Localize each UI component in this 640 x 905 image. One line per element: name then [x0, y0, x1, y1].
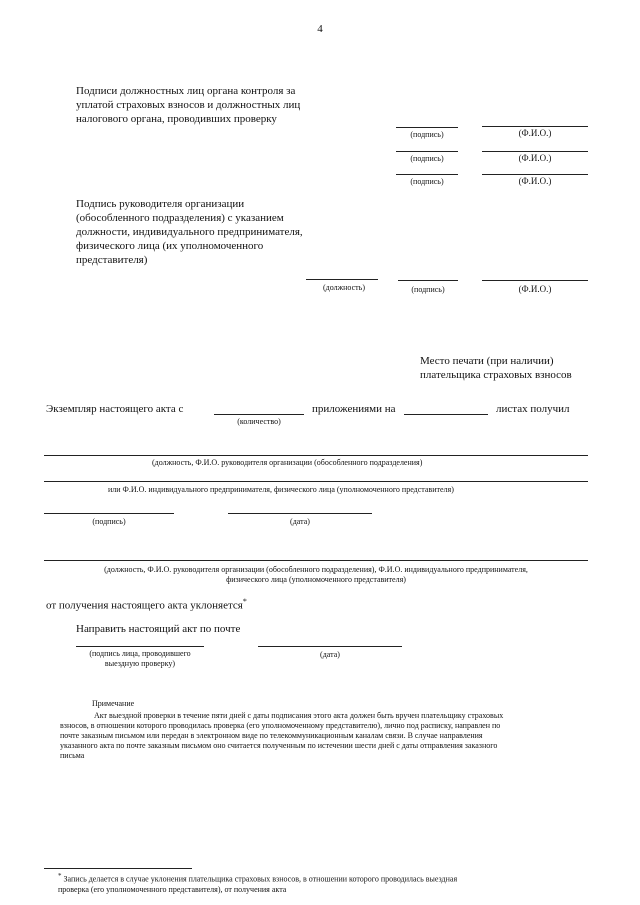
signature-line[interactable]	[396, 151, 458, 152]
mail-text: Направить настоящий акт по почте	[76, 623, 241, 635]
recipient-line[interactable]	[44, 455, 588, 456]
stamp-place-label	[420, 354, 572, 382]
stamp-line: плательщика страховых взносов	[420, 369, 572, 381]
recipient-line-2[interactable]	[44, 481, 588, 482]
officials-label-line: уплатой страховых взносов и должностных лиц	[76, 99, 301, 111]
head-label-line: (обособленного подразделения) с указанием	[76, 212, 284, 224]
officials-label-line: Подписи должностных лиц органа контроля за	[76, 85, 296, 97]
head-label-line: физического лица (их уполномоченного	[76, 240, 264, 252]
fio-line[interactable]	[482, 126, 588, 127]
quantity-line[interactable]	[214, 414, 304, 415]
mail-date-line[interactable]	[258, 646, 402, 647]
refusal-line[interactable]	[44, 560, 588, 561]
receipt-middle: приложениями на	[312, 403, 396, 415]
footnote-separator	[44, 868, 192, 869]
mail-date-caption: (дата)	[320, 650, 340, 659]
receipt-prefix: Экземпляр настоящего акта с	[46, 403, 184, 415]
head-label	[76, 197, 303, 267]
inspector-caption-line: (подпись лица, проводившего	[89, 649, 191, 658]
signature-caption: (подпись)	[410, 154, 444, 163]
head-fio-line[interactable]	[482, 280, 588, 281]
head-label-line: представителя)	[76, 254, 148, 266]
refusal-caption	[44, 565, 588, 585]
note-line: указанного акта по почте заказным письмом оно считается полученным по истечении шести дней с даты отправления заказного	[60, 741, 498, 750]
receipt-signature-line[interactable]	[44, 513, 174, 514]
fio-line[interactable]	[482, 151, 588, 152]
inspector-caption	[76, 649, 204, 669]
sheets-line[interactable]	[404, 414, 488, 415]
head-position-caption: (должность)	[323, 283, 365, 292]
refusal-text	[46, 595, 247, 613]
head-fio-caption: (Ф.И.О.)	[518, 284, 552, 294]
head-position-line[interactable]	[306, 279, 378, 280]
inspector-caption-line: выездную проверку)	[104, 659, 176, 668]
footnote	[58, 871, 588, 895]
head-label-line: должности, индивидуального предпринимателя,	[76, 226, 303, 238]
note-line: почте заказным письмом или передан в электронном виде по телекоммуникационным каналам связи. В случае направления	[60, 731, 483, 740]
officials-label	[76, 84, 300, 126]
footnote-mark: *	[58, 872, 62, 880]
receipt-date-line[interactable]	[228, 513, 372, 514]
stamp-line: Место печати (при наличии)	[420, 355, 554, 367]
note-line: письма	[60, 751, 85, 760]
fio-caption: (Ф.И.О.)	[518, 176, 552, 186]
footnote-mark: *	[242, 597, 247, 606]
receipt-signature-caption: (подпись)	[92, 517, 126, 526]
recipient-caption-2: или Ф.И.О. индивидуального предпринимателя, физического лица (уполномоченного представителя)	[108, 485, 454, 494]
signature-caption: (подпись)	[410, 130, 444, 139]
note-body	[60, 711, 588, 761]
note-line: взносов, в отношении которого проводилась проверка (его уполномоченному представителю), лично под расписку, направлен по	[60, 721, 501, 730]
signature-line[interactable]	[396, 127, 458, 128]
fio-caption: (Ф.И.О.)	[518, 128, 552, 138]
inspector-signature-line[interactable]	[76, 646, 204, 647]
footnote-line	[58, 871, 588, 885]
recipient-caption-1: (должность, Ф.И.О. руководителя организации (обособленного подразделения)	[152, 458, 423, 467]
footnote-line: проверка (его уполномоченного представителя), от получения акта	[58, 884, 287, 894]
signature-line[interactable]	[396, 174, 458, 175]
note-line: Акт выездной проверки в течение пяти дней с даты подписания этого акта должен быть вручен плательщику страховых	[94, 711, 504, 720]
signature-caption: (подпись)	[410, 177, 444, 186]
refusal-caption-line: физического лица (уполномоченного представителя)	[226, 575, 406, 584]
page-number: 4	[317, 23, 323, 35]
head-signature-line[interactable]	[398, 280, 458, 281]
receipt-suffix: листах получил	[496, 403, 570, 415]
footnote-text: Запись делается в случае уклонения плательщика страховых взносов, в отношении которого проводилась выездная	[63, 874, 458, 884]
note-title: Примечание	[92, 699, 135, 708]
fio-line[interactable]	[482, 174, 588, 175]
head-label-line: Подпись руководителя организации	[76, 198, 245, 210]
officials-label-line: налогового органа, проводивших проверку	[76, 113, 277, 125]
head-signature-caption: (подпись)	[411, 285, 445, 294]
refusal-text-label: от получения настоящего акта уклоняется	[46, 599, 243, 612]
quantity-caption: (количество)	[237, 417, 281, 426]
refusal-caption-line: (должность, Ф.И.О. руководителя организации (обособленного подразделения), Ф.И.О. индивидуального предпринимателя,	[104, 565, 528, 574]
receipt-date-caption: (дата)	[290, 517, 310, 526]
fio-caption: (Ф.И.О.)	[518, 153, 552, 163]
